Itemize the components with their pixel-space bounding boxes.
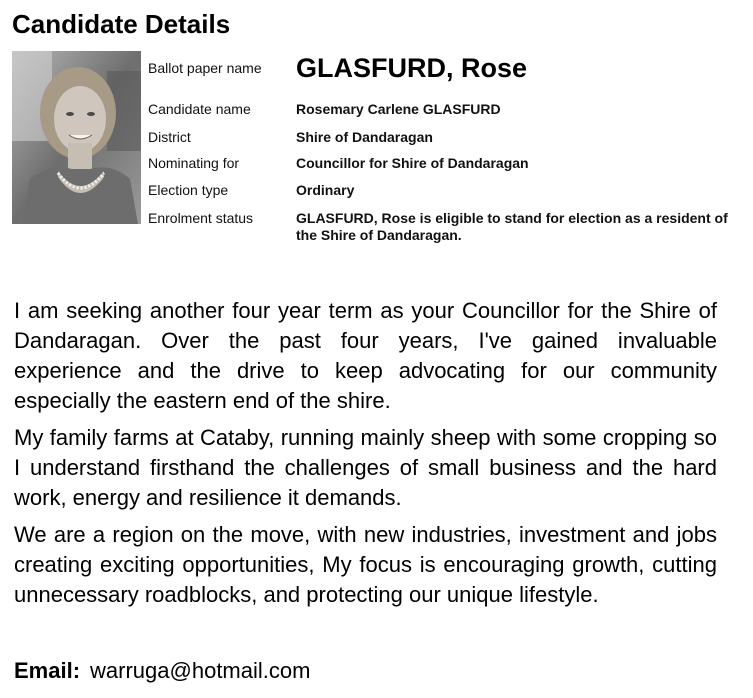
ballot-paper-name-value: GLASFURD, Rose	[296, 53, 528, 83]
ballot-paper-name-label: Ballot paper name	[148, 60, 262, 76]
district-label: District	[148, 129, 191, 145]
nominating-for-value: Councillor for Shire of Dandaragan	[296, 155, 529, 171]
email-contact	[14, 656, 310, 686]
page-title: Candidate Details	[12, 9, 231, 39]
statement-paragraph-1: I am seeking another four year term as your Councillor for the Shire of Dandaragan. Over the past four years, I've gained invaluable experience and the drive to keep advocating for our community especially the eastern end of the shire.	[14, 298, 717, 413]
email-address[interactable]: warruga@hotmail.com	[90, 658, 311, 683]
candidate-name-value: Rosemary Carlene GLASFURD	[296, 101, 501, 117]
email-label: Email:	[14, 658, 81, 683]
election-type-value: Ordinary	[296, 182, 355, 198]
candidate-name-label: Candidate name	[148, 101, 251, 117]
statement-paragraph-3: We are a region on the move, with new industries, investment and jobs creating exciting opportunities, My focus is encouraging growth, cutting unnecessary roadblocks, and protecting our unique lifestyle.	[14, 522, 717, 607]
candidate-statement	[14, 296, 717, 617]
enrolment-status-value: GLASFURD, Rose is eligible to stand for election as a resident of the Shire of Dandaragan.	[296, 210, 728, 243]
statement-paragraph-2: My family farms at Cataby, running mainly sheep with some cropping so I understand firsthand the challenges of small business and the hard work, energy and resilience it demands.	[14, 425, 717, 510]
nominating-for-label: Nominating for	[148, 155, 240, 171]
election-type-label: Election type	[148, 182, 229, 198]
district-value: Shire of Dandaragan	[296, 129, 433, 145]
enrolment-status-label: Enrolment status	[148, 210, 254, 226]
candidate-photo	[12, 51, 141, 224]
